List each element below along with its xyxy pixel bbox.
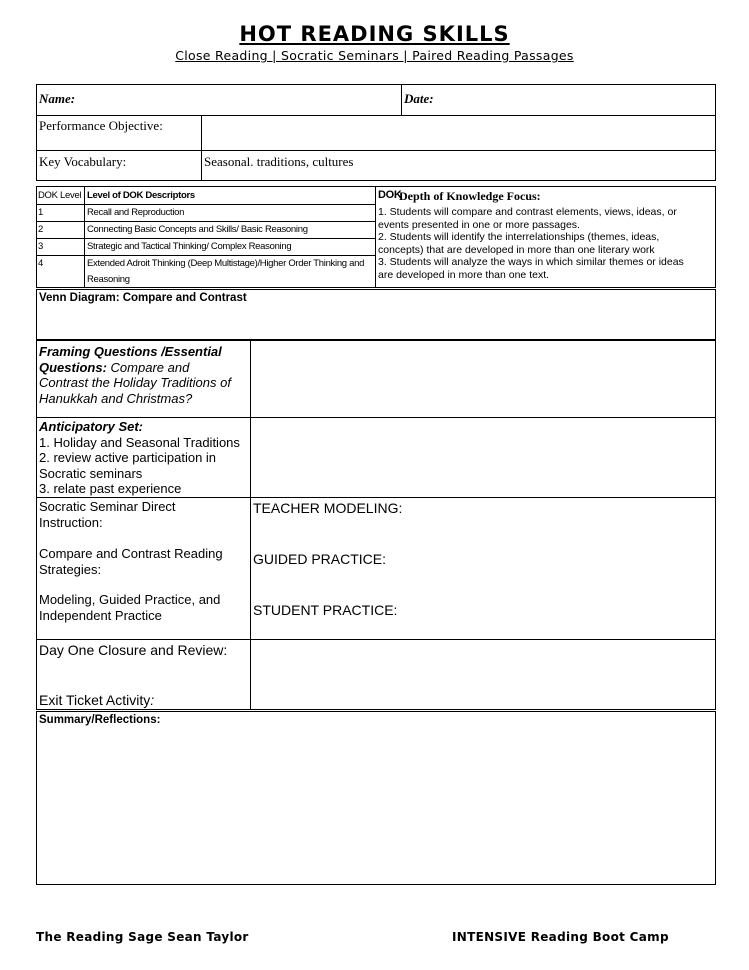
dok-descriptor: Strategic and Tactical Thinking/ Complex Reasoning xyxy=(87,241,292,252)
dok-descriptor: Recall and Reproduction xyxy=(87,207,185,218)
anticipatory-item: 1. Holiday and Seasonal Traditions xyxy=(39,434,240,450)
exit-ticket-label: Exit Ticket Activity: xyxy=(39,692,155,708)
framing-questions: Framing Questions /Essential Questions: Compare and Contrast the Holiday Traditions of Hanukkah and Christmas? xyxy=(39,344,231,406)
dok-level-header: DOK Level xyxy=(38,190,82,201)
objective-field[interactable] xyxy=(204,118,709,148)
anticipatory-item: Socratic seminars xyxy=(39,465,143,481)
dok-descriptor-header: Level of DOK Descriptors xyxy=(87,190,195,201)
dok-descriptor: Extended Adroit Thinking (Deep Multistage)/Higher Order Thinking and xyxy=(87,258,365,269)
venn-label: Venn Diagram: Compare and Contrast xyxy=(39,292,247,304)
page-subtitle: Close Reading | Socratic Seminars | Paired Reading Passages xyxy=(175,48,574,63)
objective-label: Performance Objective: xyxy=(39,118,163,133)
dok-focus-prefix: DOK xyxy=(378,189,402,201)
vocab-value: Seasonal. traditions, cultures xyxy=(204,154,354,169)
instruction-item: Socratic Seminar Direct Instruction: xyxy=(39,499,176,530)
summary-box[interactable] xyxy=(36,711,716,885)
closure-label: Day One Closure and Review: xyxy=(39,642,228,658)
vocab-label: Key Vocabulary: xyxy=(39,154,127,169)
dok-level: 1 xyxy=(38,207,43,218)
dok-focus-header: Depth of Knowledge Focus: xyxy=(399,189,541,203)
anticipatory-item: 3. relate past experience xyxy=(39,481,182,496)
dok-descriptor-cont: Reasoning xyxy=(87,274,130,285)
footer-left: The Reading Sage Sean Taylor xyxy=(36,930,249,944)
anticipatory-item: 2. review active participation in xyxy=(39,450,217,465)
guided-practice-label: GUIDED PRACTICE: xyxy=(253,551,387,567)
dok-focus-item: 1. Students will compare and contrast elements, views, ideas, or events presented in one or more passages. 2. Students will identify the interrelationships (themes, ideas, concepts) that are developed in more than one literary work 3. Students will analyze the ways in which similar themes or ideas are developed in more than one text. xyxy=(378,206,684,281)
instruction-item: Compare and Contrast Reading Strategies: xyxy=(39,546,223,577)
summary-label: Summary/Reflections: xyxy=(39,714,161,726)
footer-right: INTENSIVE Reading Boot Camp xyxy=(452,930,669,944)
student-practice-label: STUDENT PRACTICE: xyxy=(253,602,398,618)
page-title: HOT READING SKILLS xyxy=(239,22,510,46)
instruction-item: Modeling, Guided Practice, and Independent Practice xyxy=(39,592,221,623)
anticipatory-set: Anticipatory Set: 1. Holiday and Seasonal Traditions 2. review active participation in Socratic seminars 3. relate past experience xyxy=(39,419,249,497)
teacher-modeling-label: TEACHER MODELING: xyxy=(253,500,403,516)
name-label: Name: xyxy=(39,91,76,106)
date-label: Date: xyxy=(404,91,434,106)
dok-level: 4 xyxy=(38,258,43,269)
dok-level: 2 xyxy=(38,224,43,235)
dok-level: 3 xyxy=(38,241,43,252)
dok-descriptor: Connecting Basic Concepts and Skills/ Basic Reasoning xyxy=(87,224,308,235)
